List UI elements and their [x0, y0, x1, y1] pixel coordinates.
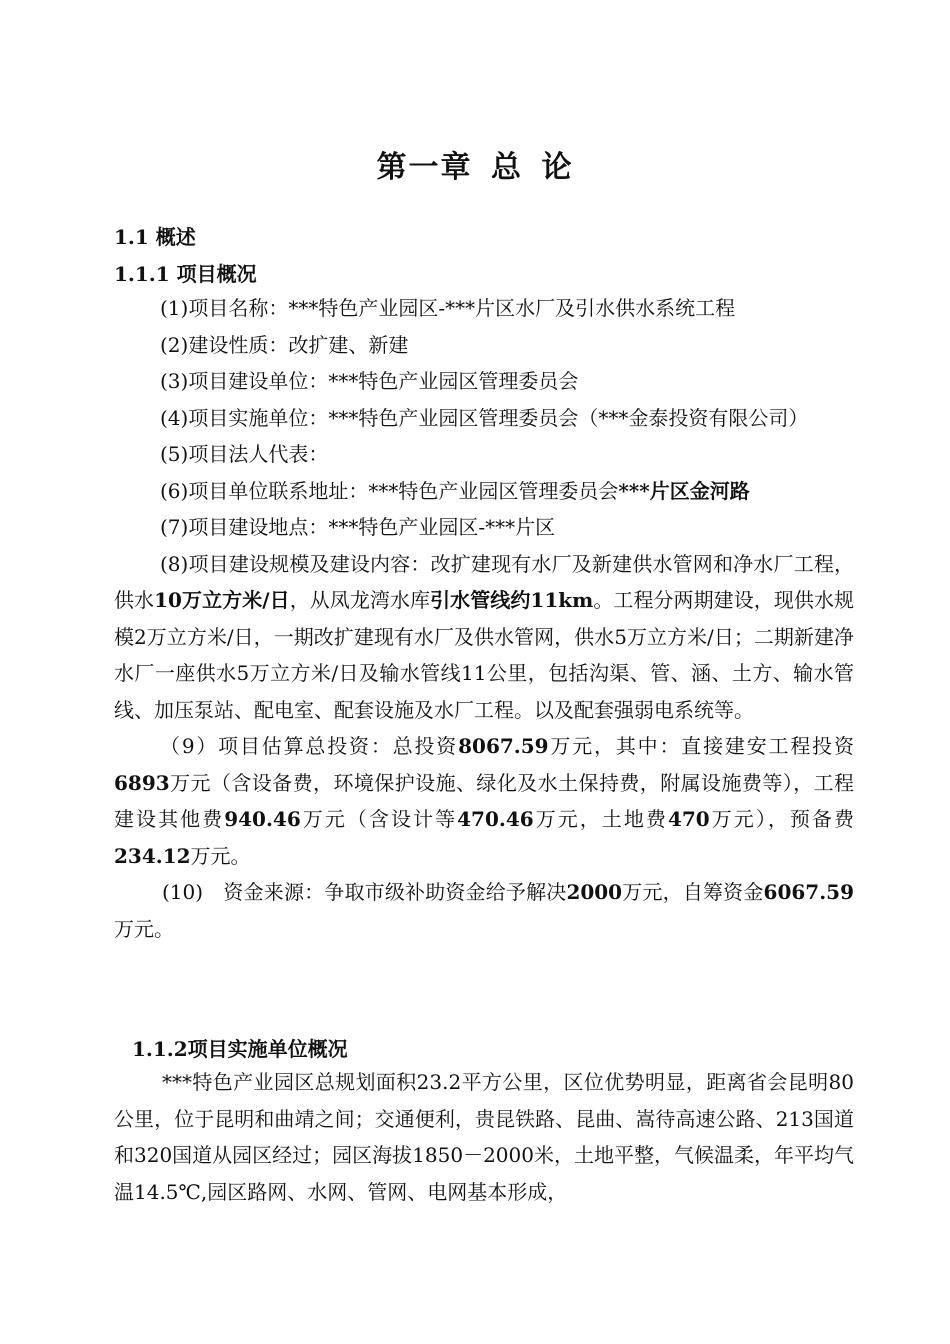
scale-pipeline-bold: 引水管线约: [430, 588, 531, 612]
investment-total-value: 8067.59: [458, 734, 549, 758]
item-construction-scale: [114, 546, 854, 729]
investment-reserve-value: 234.12: [114, 843, 191, 868]
contact-address-bold: ***片区金河路: [618, 478, 750, 503]
item-project-name: (1)项目名称：***特色产业园区-***片区水厂及引水供水系统工程: [160, 296, 736, 320]
section-heading-1-1: 1.1 概述: [114, 225, 196, 249]
item-funding-source: [114, 874, 854, 947]
investment-direct-value: 6893: [114, 770, 170, 795]
investment-text-4: 万元（含设计等: [300, 807, 458, 831]
item-construction-unit: (3)项目建设单位：***特色产业园区管理委员会: [160, 369, 579, 393]
investment-text-5: 万元，土地费: [533, 807, 668, 831]
item-construction-site: (7)项目建设地点：***特色产业园区-***片区: [160, 515, 556, 539]
chapter-title-word-1: 总: [491, 150, 523, 185]
park-overview-paragraph: ***特色产业园区总规划面积23.2平方公里，区位优势明显，距离省会昆明80公里，位于昆明和曲靖之间；交通便利，贵昆铁路、昆曲、嵩待高速公路、213国道和320国道从园区经过；园区海拔1850－2000米，土地平整，气候温柔，年平均气温14.5℃,园区路网、水网、管网、电网基本形成，: [114, 1070, 854, 1204]
funding-text-2: 万元，自筹资金: [622, 880, 764, 904]
funding-self-value: 6067.59: [763, 880, 854, 904]
contact-address-text: (6)项目单位联系地址：***特色产业园区管理委员会: [160, 478, 619, 503]
investment-land-value: 470: [667, 807, 710, 831]
item-construction-nature: (2)建设性质：改扩建、新建: [160, 332, 409, 357]
item-contact-address: [114, 473, 854, 510]
chapter-title-word-2: 论: [541, 150, 574, 185]
investment-text-3: 万元（含设备费，环境保护设施、绿化及水土保持费，附属设施费等），工程建设其他费: [114, 770, 854, 831]
funding-text-3: 万元。: [114, 916, 174, 941]
investment-text-2: 万元，其中：直接建安工程投资: [548, 734, 854, 758]
chapter-title: [0, 142, 950, 186]
project-overview-list: [114, 290, 854, 947]
scale-text-1: (8)项目建设规模及建设内容：改扩建现有水厂及新建供水管网和净水厂工程，供水: [114, 551, 854, 612]
investment-text-1: （9）项目估算总投资：总投资: [160, 734, 459, 758]
item-legal-representative: (5)项目法人代表：: [160, 442, 329, 466]
section-heading-1-1-1: 1.1.1 项目概况: [114, 262, 257, 286]
investment-text-6: 万元），预备费: [709, 807, 855, 831]
scale-text-3: 。工程分两期建设，现供水规模2万立方米/日，一期改扩建现有水厂及供水管网，供水5万立方米/日；二期新建净水厂一座供水5万立方米/日及输水管线11公里，包括沟渠、管、涵、土方、输水管线、加压泵站、配电室、配套设施及水厂工程。以及配套强弱电系统等。: [114, 588, 855, 722]
implementation-unit-overview: [114, 1064, 854, 1210]
item-implementation-unit: (4)项目实施单位：***特色产业园区管理委员会（***金泰投资有限公司）: [160, 405, 809, 430]
investment-other-value: 940.46: [224, 807, 301, 831]
scale-pipeline-length-bold: 11km: [530, 588, 594, 612]
chapter-title-number: 第一章: [376, 150, 473, 185]
funding-subsidy-value: 2000: [566, 880, 623, 904]
funding-text-1: (10) 资金来源：争取市级补助资金给予解决: [162, 880, 567, 904]
scale-text-2: ，从凤龙湾水库: [289, 588, 431, 612]
item-total-investment: [114, 728, 854, 874]
investment-text-7: 万元。: [190, 843, 251, 868]
section-heading-1-1-2: 1.1.2项目实施单位概况: [132, 1037, 348, 1061]
investment-design-value: 470.46: [457, 807, 534, 831]
scale-capacity-bold: 10万立方米/日: [154, 588, 290, 612]
